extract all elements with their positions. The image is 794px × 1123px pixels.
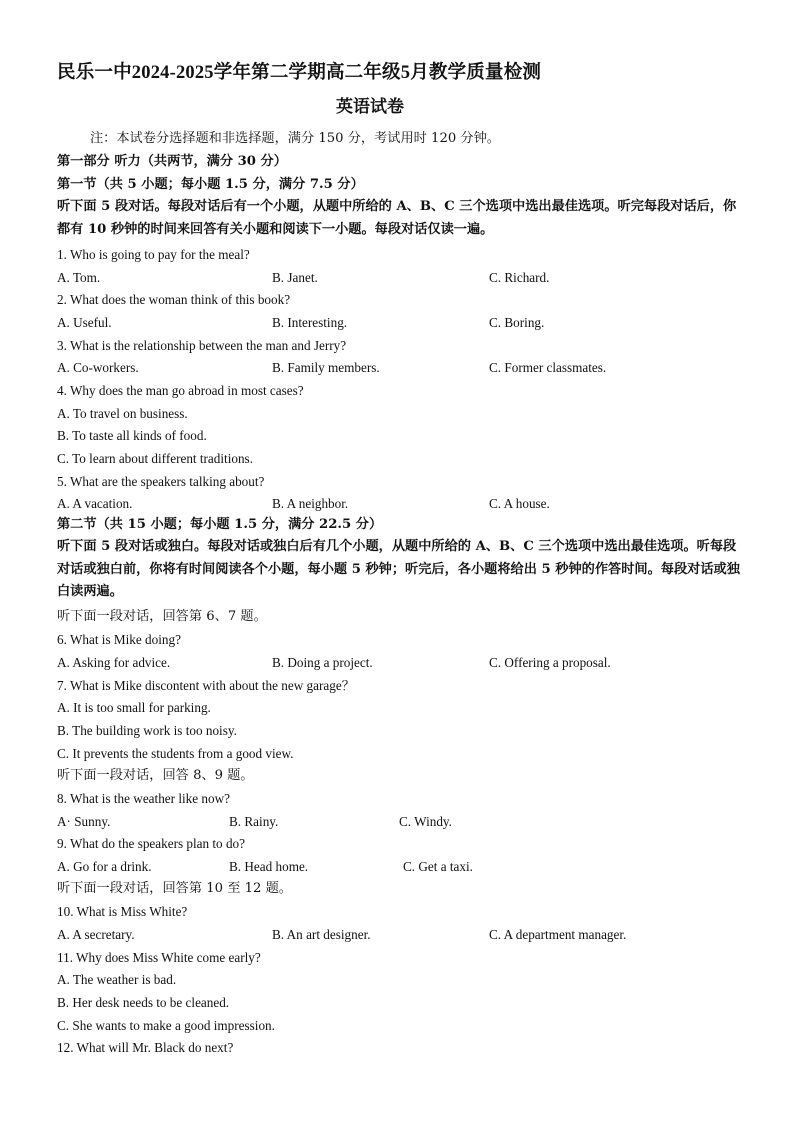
q6-option-a: A. Asking for advice. (57, 655, 171, 670)
q1-option-c: C. Richard. (489, 270, 550, 285)
question-2: 2. What does the woman think of this book? (57, 292, 291, 307)
question-1: 1. Who is going to pay for the meal? (57, 247, 250, 262)
q2-option-a: A. Useful. (57, 315, 112, 330)
exam-title: 民乐一中2024-2025学年第二学期高二年级5月教学质量检测 (57, 63, 542, 83)
q2-option-c: C. Boring. (489, 315, 545, 330)
q4-option-a: A. To travel on business. (57, 406, 188, 421)
q2-option-b: B. Interesting. (272, 315, 348, 330)
q1-option-b: B. Janet. (272, 270, 318, 285)
q3-option-c: C. Former classmates. (489, 360, 607, 375)
question-8: 8. What is the weather like now? (57, 791, 230, 806)
question-11: 11. Why does Miss White come early? (57, 950, 261, 965)
q10-option-c: C. A department manager. (489, 927, 627, 942)
q11-option-b: B. Her desk needs to be cleaned. (57, 995, 230, 1010)
group-3-intro: 听下面一段对话，回答第 10 至 12 题。 (57, 881, 292, 896)
q7-option-a: A. It is too small for parking. (57, 700, 211, 715)
section2-heading: 第二节（共 15 小题；每小题 1.5 分，满分 22.5 分） (57, 517, 383, 532)
question-10: 10. What is Miss White? (57, 904, 188, 919)
q5-option-c: C. A house. (489, 496, 550, 511)
q10-option-b: B. An art designer. (272, 927, 371, 942)
group-2-intro: 听下面一段对话，回答 8、9 题。 (57, 768, 254, 783)
part1-heading: 第一部分 听力（共两节，满分 30 分） (57, 154, 287, 169)
group-1-intro: 听下面一段对话，回答第 6、7 题。 (57, 609, 267, 624)
section2-instruction: 听下面 5 段对话或独白。每段对话或独白后有几个小题，从题中所给的 A、B、C 三个选项中选出最佳选项。听每段对话或独白前，你将有时间阅读各个小题，每小题 5 秒钟；听完后，各小题将给出 5 秒钟的作答时间。每段对话或独白读两遍。 (57, 539, 740, 600)
q7-option-c: C. It prevents the students from a good view. (57, 746, 294, 761)
question-3: 3. What is the relationship between the man and Jerry? (57, 338, 347, 353)
section1-instruction: 听下面 5 段对话。每段对话后有一个小题，从题中所给的 A、B、C 三个选项中选出最佳选项。听完每段对话后，你都有 10 秒钟的时间来回答有关小题和阅读下一小题。每段对话仅读一遍。 (57, 199, 737, 237)
exam-subtitle (0, 92, 794, 117)
q4-option-b: B. To taste all kinds of food. (57, 428, 207, 443)
q5-option-a: A. A vacation. (57, 496, 133, 511)
q11-option-c: C. She wants to make a good impression. (57, 1018, 275, 1033)
q9-option-a: A. Go for a drink. (57, 859, 152, 874)
q4-option-c: C. To learn about different traditions. (57, 451, 253, 466)
q11-option-a: A. The weather is bad. (57, 972, 177, 987)
exam-note: 注：本试卷分选择题和非选择题，满分 150 分，考试用时 120 分钟。 (90, 131, 500, 146)
question-12: 12. What will Mr. Black do next? (57, 1040, 234, 1055)
q8-option-b: B. Rainy. (229, 814, 279, 829)
q6-option-b: B. Doing a project. (272, 655, 373, 670)
question-5: 5. What are the speakers talking about? (57, 474, 265, 489)
q10-option-a: A. A secretary. (57, 927, 135, 942)
q6-option-c: C. Offering a proposal. (489, 655, 611, 670)
q5-option-b: B. A neighbor. (272, 496, 349, 511)
q8-option-a: A· Sunny. (57, 814, 111, 829)
q8-option-c: C. Windy. (399, 814, 452, 829)
q3-option-a: A. Co-workers. (57, 360, 139, 375)
section1-heading: 第一节（共 5 小题；每小题 1.5 分，满分 7.5 分） (57, 177, 364, 192)
q9-option-b: B. Head home. (229, 859, 309, 874)
question-7: 7. What is Mike discontent with about the new garage？ (57, 678, 355, 693)
question-9: 9. What do the speakers plan to do? (57, 836, 245, 851)
question-6: 6. What is Mike doing? (57, 632, 181, 647)
q9-option-c: C. Get a taxi. (403, 859, 473, 874)
question-4: 4. Why does the man go abroad in most cases? (57, 383, 304, 398)
subtitle-text: 英语试卷 (336, 97, 404, 117)
q3-option-b: B. Family members. (272, 360, 380, 375)
q7-option-b: B. The building work is too noisy. (57, 723, 237, 738)
q1-option-a: A. Tom. (57, 270, 101, 285)
